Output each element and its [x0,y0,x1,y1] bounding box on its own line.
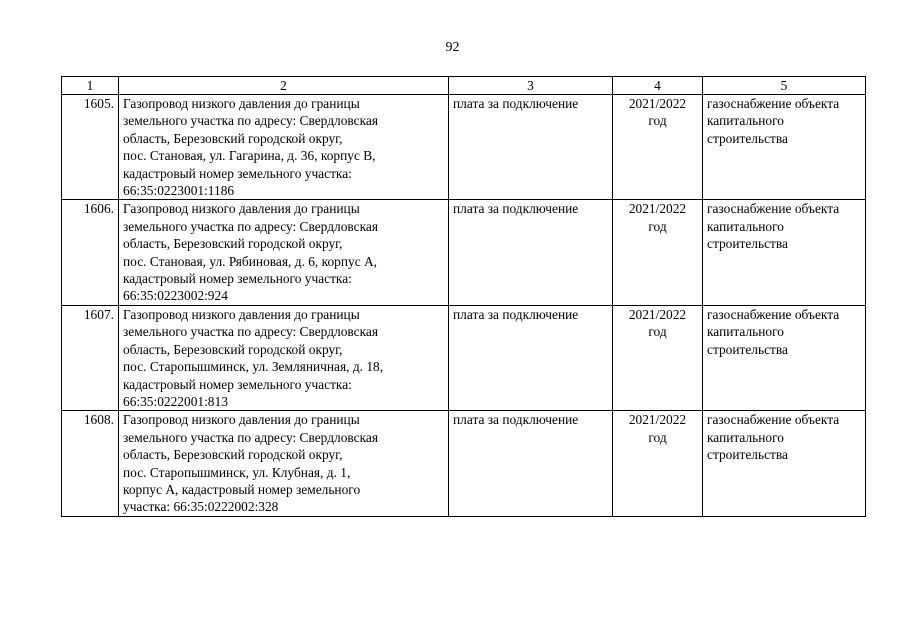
object-description-line: Газопровод низкого давления до границы [123,412,360,428]
purpose-line: капитального [707,324,784,340]
purpose-line: строительства [707,130,788,146]
object-description-line: Газопровод низкого давления до границы [123,306,360,322]
purpose [703,411,866,516]
payment-type: плата за подключение [449,200,613,305]
payment-type: плата за подключение [449,95,613,200]
object-description-line: 66:35:0223001:1186 [123,183,235,199]
purpose [703,305,866,410]
period [613,200,703,305]
period-line: 2021/2022 [628,306,687,322]
purpose-line: капитального [707,218,784,234]
period [613,411,703,516]
purpose-line: газоснабжение объекта [707,201,840,217]
object-description-line: область, Березовский городской округ, [123,236,343,252]
object-description-line: область, Березовский городской округ, [123,341,343,357]
period-line: год [648,429,667,445]
object-description [119,305,449,410]
row-number: 1607. [62,305,119,410]
purpose-line: газоснабжение объекта [707,96,840,111]
object-description-line: область, Березовский городской округ, [123,447,343,463]
object-description [119,411,449,516]
period [613,95,703,200]
period-line: год [648,218,667,234]
object-description-line: земельного участка по адресу: Свердловская [123,429,378,445]
purpose-line: строительства [707,447,788,463]
period-line: год [648,324,667,340]
payment-type: плата за подключение [449,411,613,516]
purpose-line: строительства [707,236,788,252]
object-description-line: 66:35:0222001:813 [123,393,228,409]
table-row [62,200,866,305]
object-description-line: кадастровый номер земельного участка: [123,376,352,392]
purpose [703,95,866,200]
period-line: год [648,113,667,129]
column-header-4: 4 [613,77,703,95]
object-description-line: кадастровый номер земельного участка: [123,271,352,287]
page-number: 92 [445,40,460,55]
purpose-line: строительства [707,341,788,357]
purpose-line: газоснабжение объекта [707,412,840,428]
object-description-line: корпус А, кадастровый номер земельного [123,481,361,497]
row-number: 1606. [62,200,119,305]
table-header-row [62,77,866,95]
table-row [62,95,866,200]
payment-type: плата за подключение [449,305,613,410]
object-description-line: пос. Старопышминск, ул. Клубная, д. 1, [123,464,351,480]
object-description-line: Газопровод низкого давления до границы [123,96,360,111]
table-row [62,305,866,410]
period-line: 2021/2022 [628,96,687,111]
period-line: 2021/2022 [628,412,687,428]
table-body [62,95,866,517]
column-header-3: 3 [449,77,613,95]
object-description-line: 66:35:0223002:924 [123,288,228,304]
object-description-line: земельного участка по адресу: Свердловская [123,324,378,340]
object-description-line: земельного участка по адресу: Свердловская [123,113,378,129]
object-description [119,200,449,305]
object-description-line: пос. Старопышминск, ул. Земляничная, д. 18, [123,359,384,375]
row-number: 1608. [62,411,119,516]
object-description-line: область, Березовский городской округ, [123,130,343,146]
purpose-line: капитального [707,429,784,445]
document-table [61,76,866,517]
object-description [119,95,449,200]
table-row [62,411,866,516]
object-description-line: пос. Становая, ул. Гагарина, д. 36, корпус В, [123,148,376,164]
purpose [703,200,866,305]
object-description-line: Газопровод низкого давления до границы [123,201,360,217]
object-description-line: кадастровый номер земельного участка: [123,165,352,181]
column-header-2: 2 [119,77,449,95]
object-description-line: земельного участка по адресу: Свердловская [123,218,378,234]
column-header-5: 5 [703,77,866,95]
object-description-line: пос. Становая, ул. Рябиновая, д. 6, корпус А, [123,253,378,269]
purpose-line: газоснабжение объекта [707,306,840,322]
purpose-line: капитального [707,113,784,129]
object-description-line: участка: 66:35:0222002:328 [123,499,279,515]
period-line: 2021/2022 [628,201,687,217]
column-header-1: 1 [62,77,119,95]
row-number: 1605. [62,95,119,200]
period [613,305,703,410]
